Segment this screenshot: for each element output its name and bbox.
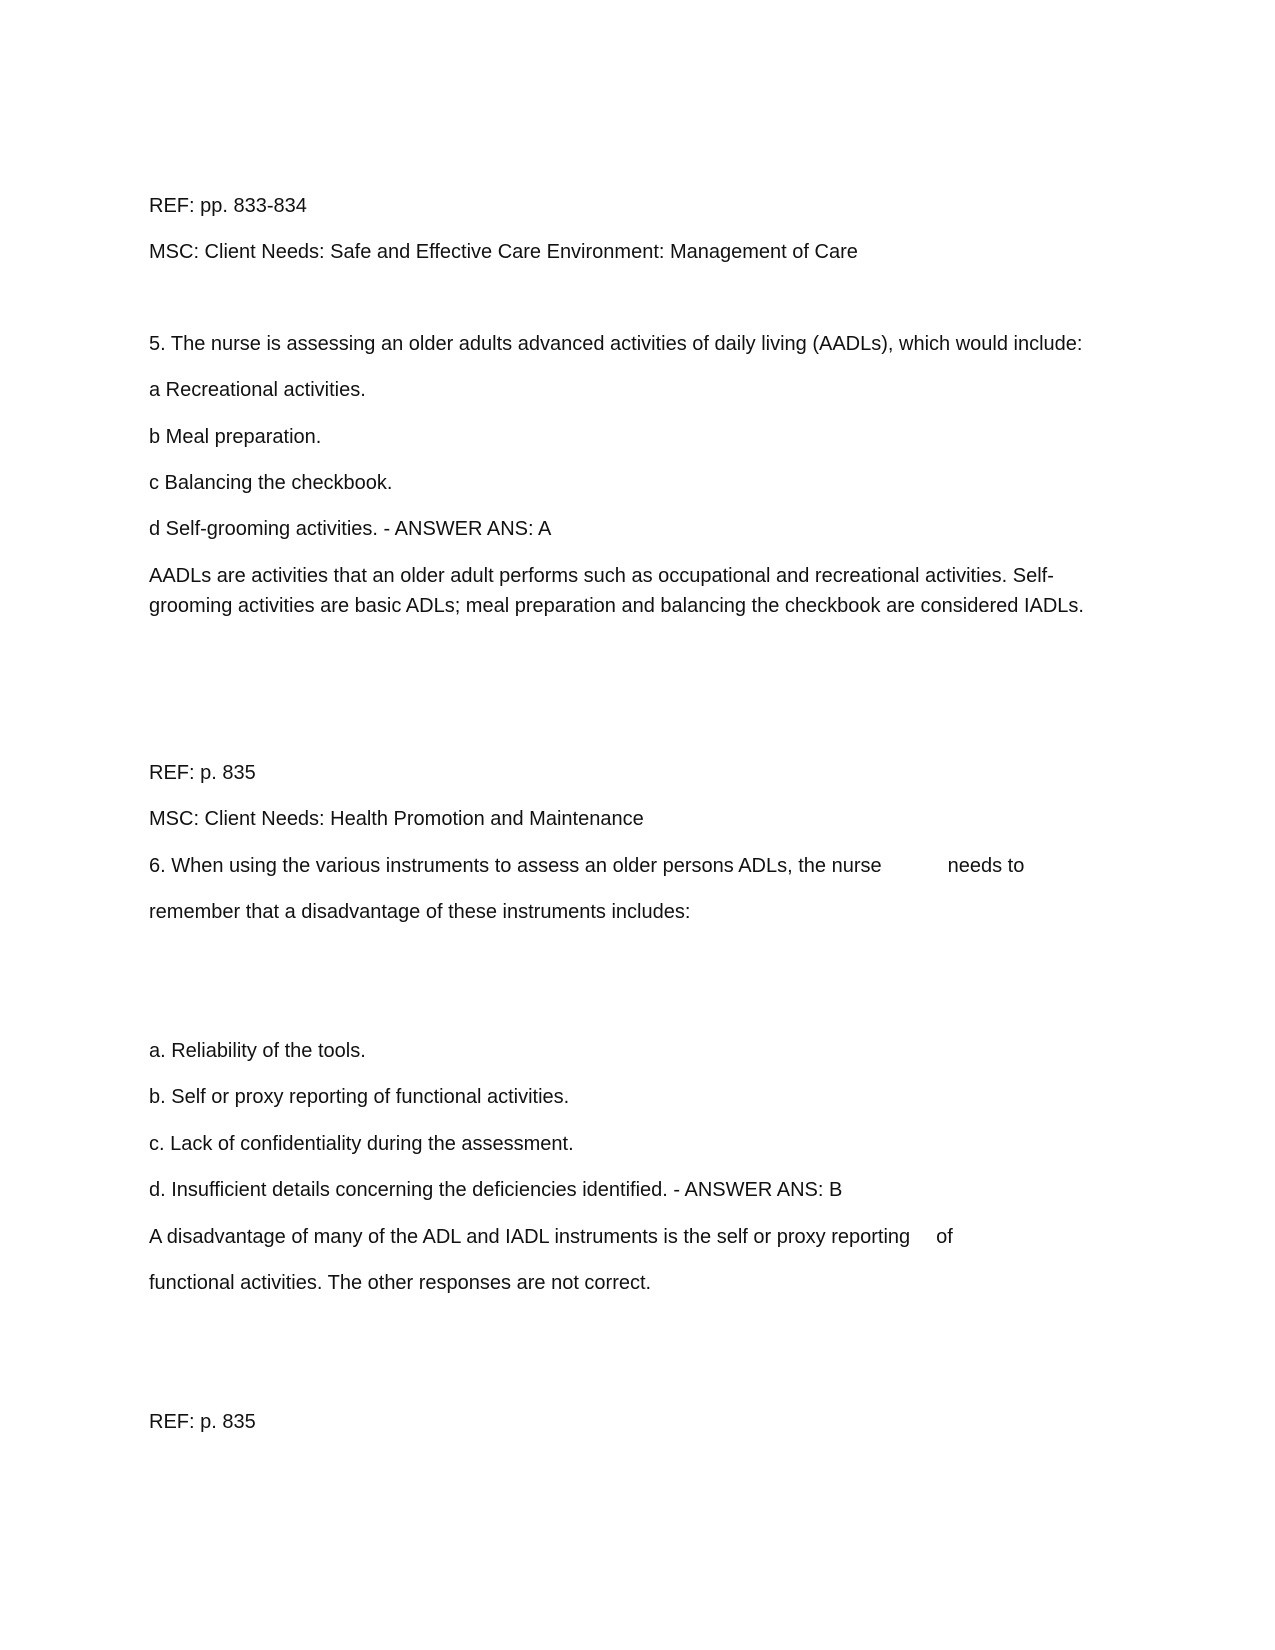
question-5-stem: 5. The nurse is assessing an older adults advanced activities of daily living (AADLs), which would include: <box>149 333 1083 355</box>
question-5-option-a: a Recreational activities. <box>149 379 366 401</box>
question-5-option-d: d Self-grooming activities. - ANSWER ANS: A <box>149 518 552 540</box>
question-5-option-b: b Meal preparation. <box>149 426 322 448</box>
question-6-rationale-line-1 <box>149 1222 953 1252</box>
question-6-stem-line-2: remember that a disadvantage of these instruments includes: <box>149 901 691 923</box>
msc-line-1: MSC: Client Needs: Safe and Effective Care Environment: Management of Care <box>149 241 858 263</box>
question-6-stem-part-2: needs to <box>947 855 1025 877</box>
question-5-rationale: AADLs are activities that an older adult performs such as occupational and recreational activities. Self-grooming activities are basic ADLs; meal preparation and balancing the checkbook are considered IADLs. <box>149 565 1084 617</box>
question-6-stem-line-1 <box>149 851 1024 881</box>
ref-line-2: REF: p. 835 <box>149 762 256 784</box>
question-6-rationale-line-2: functional activities. The other responses are not correct. <box>149 1272 652 1294</box>
msc-line-2: MSC: Client Needs: Health Promotion and Maintenance <box>149 808 644 830</box>
question-6-rationale-part-1: A disadvantage of many of the ADL and IADL instruments is the self or proxy reporting <box>149 1226 911 1248</box>
ref-line-1: REF: pp. 833-834 <box>149 195 307 217</box>
ref-line-3: REF: p. 835 <box>149 1411 256 1433</box>
question-6-rationale-part-2: of <box>936 1226 953 1248</box>
question-6-option-a: a. Reliability of the tools. <box>149 1040 366 1062</box>
question-6-option-d: d. Insufficient details concerning the deficiencies identified. - ANSWER ANS: B <box>149 1179 843 1201</box>
question-6-option-c: c. Lack of confidentiality during the assessment. <box>149 1133 574 1155</box>
question-6-stem-part-1: 6. When using the various instruments to assess an older persons ADLs, the nurse <box>149 855 882 877</box>
question-6-option-b: b. Self or proxy reporting of functional activities. <box>149 1086 570 1108</box>
question-5-option-c: c Balancing the checkbook. <box>149 472 393 494</box>
